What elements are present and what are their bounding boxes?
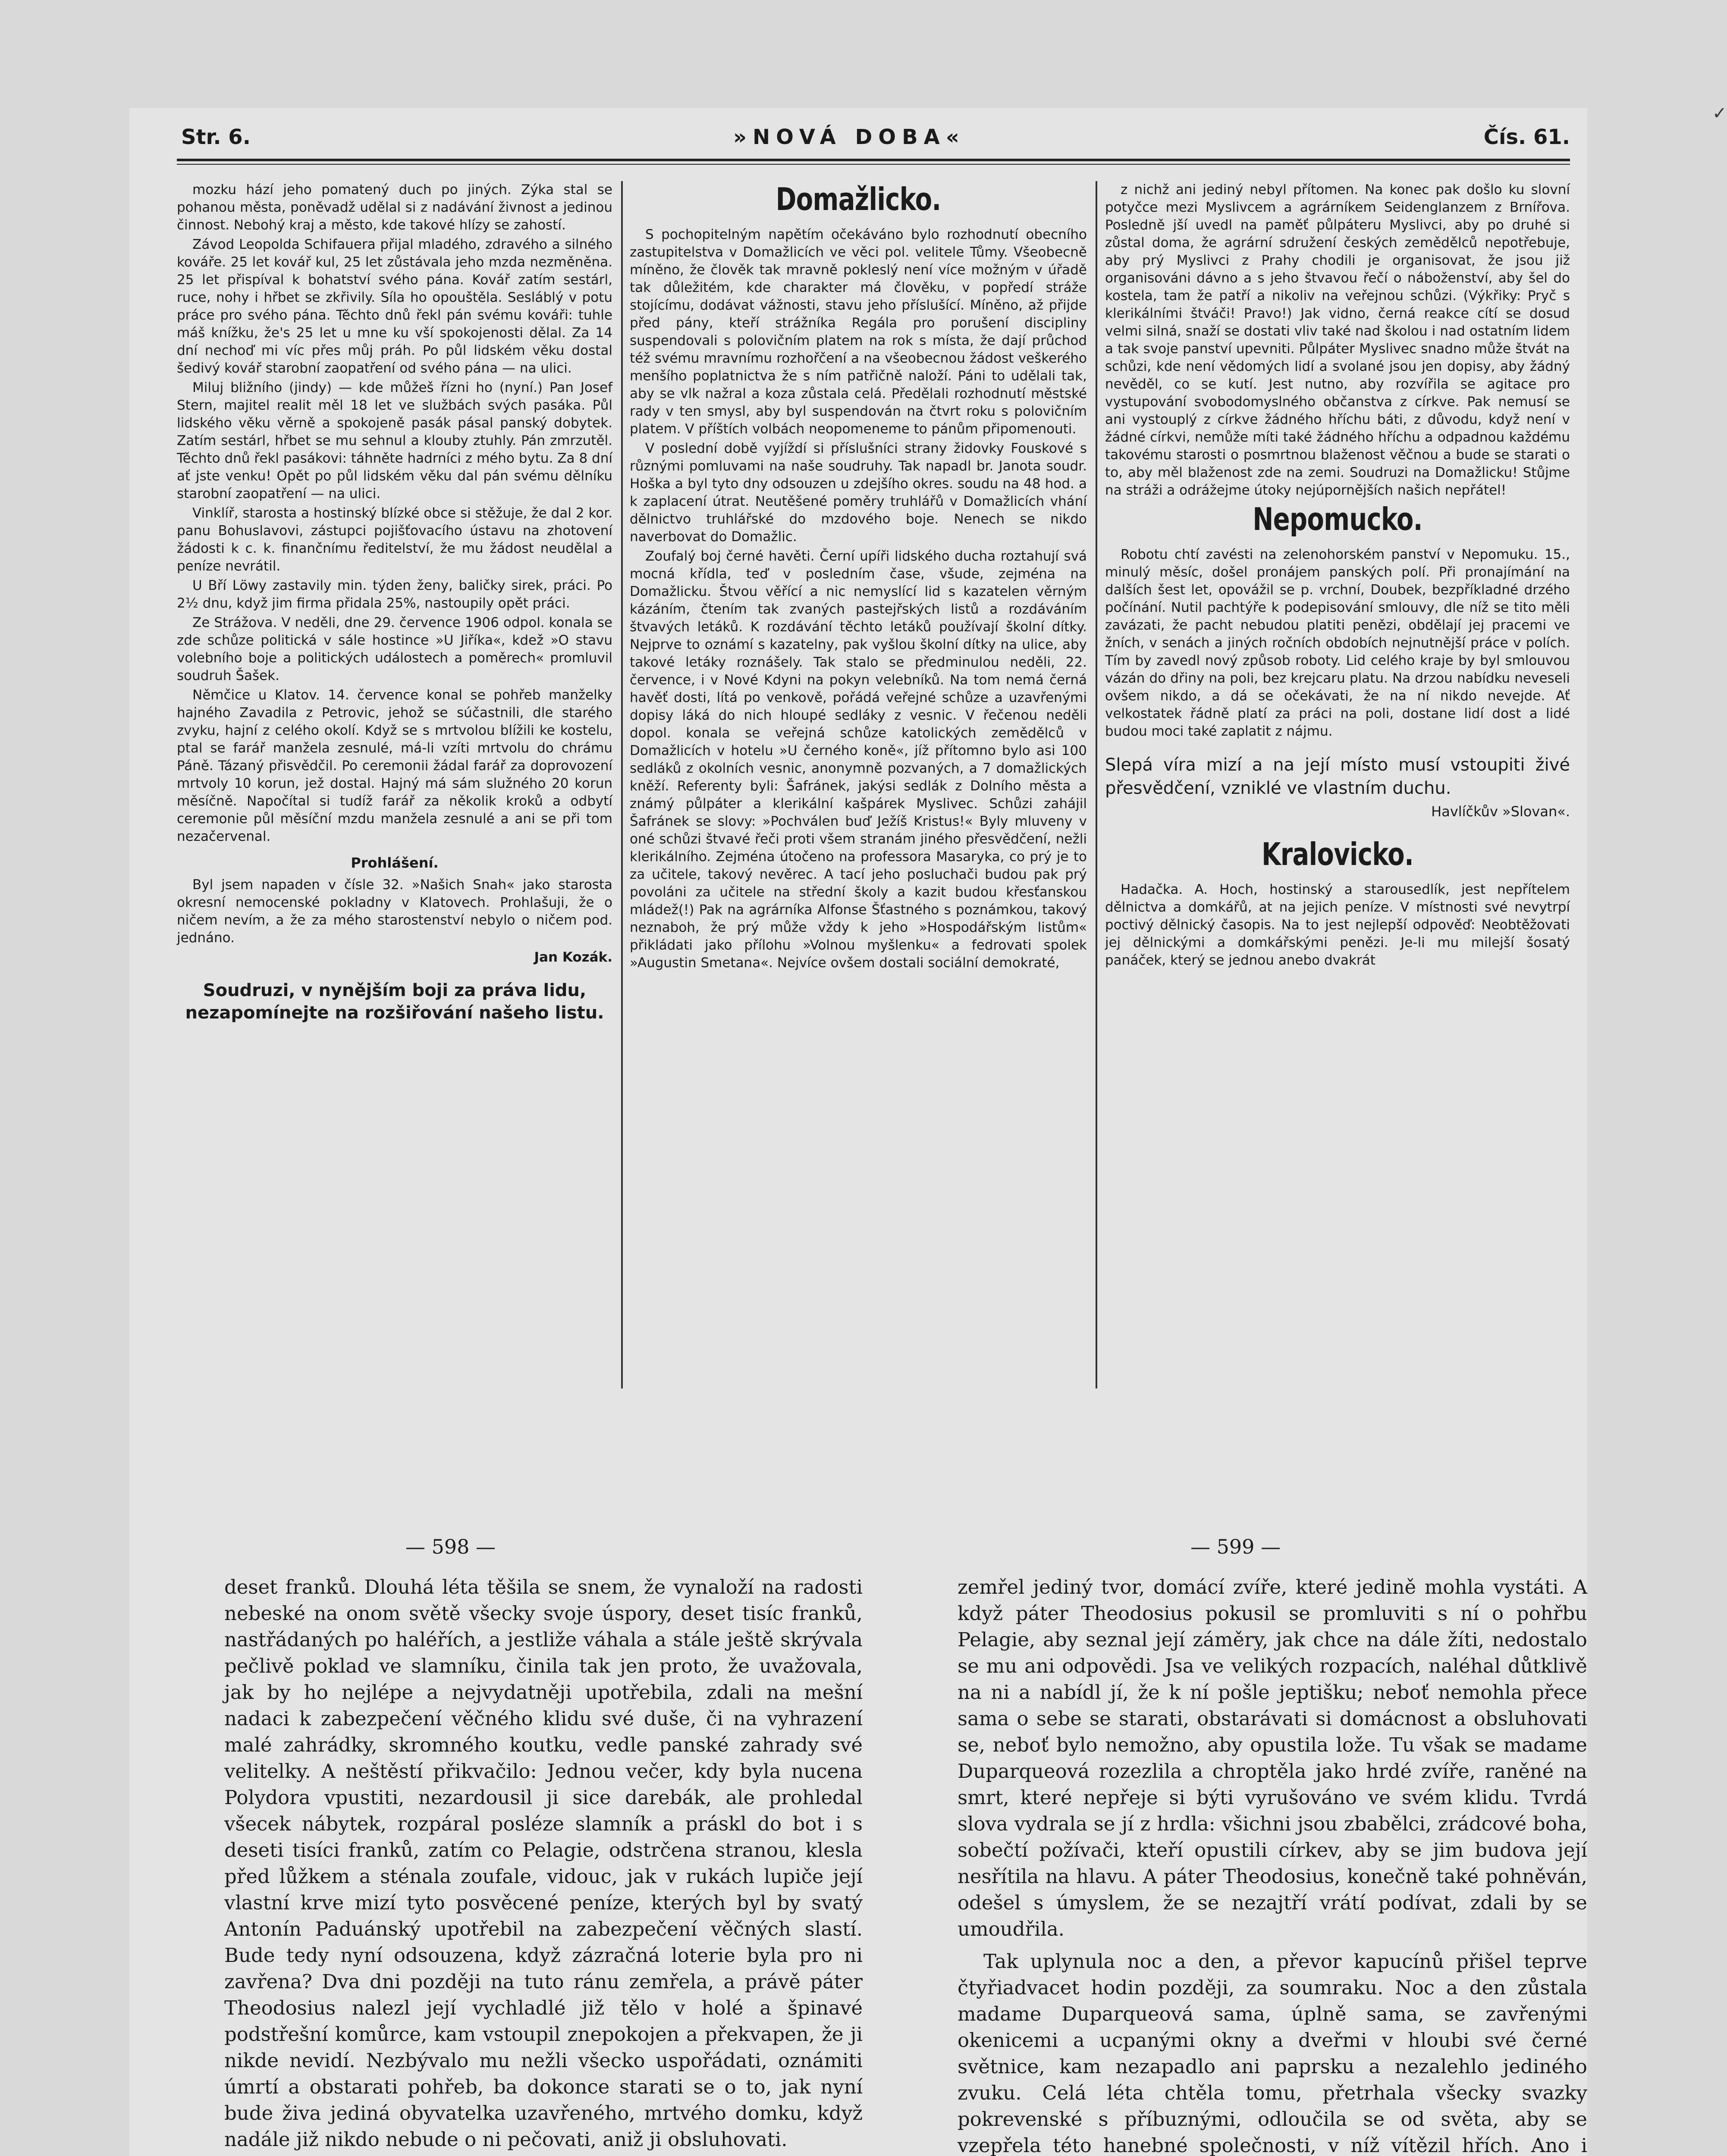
quote-text: Slepá víra mizí a na její místo musí vstoupiti živé přesvědčení, vzniklé ve vlastním duchu. — [1105, 755, 1570, 798]
book-paragraph: zemřel jediný tvor, domácí zvíře, které jedině mohla vystáti. A když páter Theodosius pokusil se promluviti s ní o pohřbu Pelagie, aby seznal její záměry, jak chce na dále žíti, nedostalo se mu ani odpovědi. Jsa ve velikých rozpacích, naléhal důtklivě na ni a nabídl jí, že k ní pošle jeptišku; neboť nemohla přece sama o sebe se starati, obstarávati si domácnost a obsluhovati se, neboť bylo nemožno, aby opustila lože. Tu však se madame Duparqueová rozezlila a chroptěla jako hrdé zvíře, raněné na smrt, které nepřeje si býti vyrušováno ve svém klidu. Tvrdá slova vydrala se jí z hrdla: všichni jsou zbabělci, zrádcové boha, sobečtí požívači, kteří opustili církev, aby se jim budova její nesřítila na hlavu. A páter Theodosius, konečně také pohněván, odešel s úmyslem, že se nezajtří vrátí podívat, zdali by se umoudřila. — [958, 1576, 1587, 1940]
book-page-right — [958, 1574, 1587, 2156]
section-title-nepomucko: Nepomucko. — [1253, 501, 1422, 537]
paragraph: Němčice u Klatov. 14. července konal se pohřeb manželky hajného Zavadila z Petrovic, jehož se súčastnili, dle starého zvyku, hajní z celého okolí. Když se s mrtvolou blížili ke kostelu, ptal se farář manžela zesnulé, má-li vzíti mrtvolu do chrámu Páně. Tázaný přisvědčil. Po ceremonii žádal farář za doprovození mrtvoly 10 korun, jež dostal. Hajný má sám služného 20 korun měsíčně. Napočítal si tudíž farář za několik kroků a odbytí ceremonie půl měsíční mzdu manžela zesnulé a ani se při tom nezačervenal. — [177, 687, 612, 844]
book-paragraph: deset franků. Dlouhá léta těšila se snem, že vynaloží na radosti nebeské na onom světě všecky svoje úspory, deset tisíc franků, nastřádaných po haléřích, a jestliže váhala a stále ještě skrývala pečlivě poklad ve slamníku, činila tak jen proto, že uvažovala, jak by ho nejlépe a nejvydatněji upotřebila, zdali na mešní nadaci k zabezpečení věčného klidu své duše, či na vyhrazení malé zahrádky, skromného koutku, vedle panské zahrady své velitelky. A neštěstí přikvačilo: Jednou večer, kdy byla nucena Polydora vpustiti, nezardousil ji sice darebák, ale prohledal všecek nábytek, rozpáral posléze slamník a práskl do bot i s deseti tisíci franků, zatím co Pelagie, odstrčena stranou, klesla před lůžkem a sténala zoufale, vidouc, jak v rukách lupiče její vlastní krve mizí tyto posvěcené peníze, kterých byl by svatý Antonín Paduánský upotřebil na zabezpečení věčných slastí. Bude tedy nyní odsouzena, když zázračná loterie byla pro ni zavřena? Dva dni později na tuto ránu zemřela, a právě páter Theodosius nalezl její vychladlé již tělo v holé a špinavé podstřešní komůrce, kam vstoupil znepokojen a překvapen, že ji nikde nevidí. Nezbývalo mu nežli všecko uspořádati, oznámiti úmrtí a obstarati pohřeb, ba dokonce starati se o to, jak nyní bude živa jediná obyvatelka uzavřeného, mrtvého domku, když nadále již nikdo nebude o ni pečovati, aniž ji obsluhovati. — [224, 1576, 863, 2151]
book-page-number-right: — 599 — — [1190, 1535, 1281, 1558]
section-title-domazlicko: Domažlicko. — [776, 181, 941, 217]
masthead: »NOVÁ DOBA« — [733, 125, 965, 149]
header-rule-thick — [177, 159, 1570, 161]
paragraph: mozku hází jeho pomatený duch po jiných. Zýka stal se pohanou města, poněvadž udělal si z nadávání živnost a jedinou činnost. Nebohý kraj a město, kde takové hlízy se zahostí. — [177, 182, 612, 233]
section-heading: Prohlášení. — [351, 855, 439, 871]
quote-block — [1105, 753, 1570, 823]
book-paragraph: Tak uplynula noc a den, a převor kapucínů přišel teprve čtyřiadvacet hodin později, za soumraku. Noc a den zůstala madame Duparqueová sama, úplně sama, se zavřenými okenicemi a ucpanými okny a dveřmi v hloubi své černé světnice, kam nezapadlo ani paprsku a nezalehlo jediného zvuku. Celá léta chtěla tomu, přetrhala všecky svazky pokrevenské s příbuznými, odloučila se od světa, aby se vzepřela této hanebné společnosti, v níž vítězil hřích. Ano i — [958, 1950, 1587, 2156]
page-number: Str. 6. — [181, 125, 251, 149]
column-1 — [177, 181, 612, 1380]
column-divider — [1096, 181, 1097, 1388]
page-header — [181, 121, 1570, 160]
section-title-kralovicko: Kralovicko. — [1261, 836, 1414, 872]
header-rule-thin — [177, 164, 1570, 165]
paragraph: Robotu chtí zavésti na zelenohorském panství v Nepomuku. 15., minulý měsíc, došel pronájem panských polí. Při pronajímání na dalších šest let, opovážil se p. vrchní, Doubek, bezpříkladné drzého počínání. Nutil pachtýře k podepisování smlouvy, dle níž se tito měli zavázati, že pacht nebudou platiti penězi, obdělají jej pracemi ve žních, v senách a jiných ročních obdobích nejnutnější práce v polích. Tím by zavedl nový způsob roboty. Lid celého kraje by byl smlouvou vázán do dřiny na poli, bez krejcaru platu. Na drzou nabídku neveseli ovšem nikdo, a dá se očekávati, že na ní nikdo nevejde. Ať velkostatek řádně platí za práci na poli, dostane lidí dost a lidé budou moci také zaplatit z nájmu. — [1105, 547, 1570, 739]
paragraph: Vinklíř, starosta a hostinský blízké obce si stěžuje, že dal 2 kor. panu Bohuslavovi, zástupci pojišťovacího ústavu na zhotovení žádosti k c. k. finančnímu ředitelství, že mu žádost neudělal a peníze nevrátil. — [177, 505, 612, 574]
paragraph: Miluj bližního (jindy) — kde můžeš řízni ho (nyní.) Pan Josef Stern, majitel realit měl 18 let ve službách svých pasáka. Půl lidského věku věrně a spokojeně pasák pásal panský dobytek. Zatím sestárl, hřbet se mu sehnul a klouby ztuhly. Pán zmrzutěl. Těchto dnů řekl pasákovi: táhněte hadrníci z mého bytu. Za 8 dní ať jste venku! Opět po půl lidském věku dal pán svému dělníku starobní zaopatření — na ulici. — [177, 380, 612, 501]
callout-notice: Soudruzi, v nynějším boji za práva lidu, nezapomínejte na rozšiřování našeho listu. — [185, 981, 604, 1023]
paragraph: S pochopitelným napětím očekáváno bylo rozhodnutí obecního zastupitelstva v Domažlicích ve věci pol. velitele Tůmy. Všeobecně míněno, že člověk tak mravně pokleslý není více možným v úřadě tak důležitém, kde charakter má člověku, v popředí stráže stojícímu, dodávat vážnosti, stavu jeho příslušící. Míněno, až přijde před pány, kteří strážníka Regála pro porušení discipliny suspendovali s polovičním platem na rok s místa, že dají průchod též svému mravnímu rozhořčení a na všeobecnou žádost veškerého menšího poplatnictva že s ním patřičně naloží. Páni to udělali tak, aby se vlk nažral a koza zůstala celá. Předělali rozhodnutí městské rady v ten smysl, aby byl suspendován na čtvrt roku s polovičním platem. V příštích volbách neopomeneme to pánům připomenouti. — [630, 227, 1087, 437]
signature: Jan Kozák. — [534, 950, 612, 965]
paragraph: Ze Strážova. V neděli, dne 29. července 1906 odpol. konala se zde schůze politická v sále hostince »U Jiříka«, kdež »O stavu volebního boje a politických událostech a poměrech« promluvil soudruh Šašek. — [177, 615, 612, 683]
paragraph: z nichž ani jediný nebyl přítomen. Na konec pak došlo ku slovní potyčce mezi Myslivcem a agrárníkem Seidenglanzem z Brnířova. Posledně jší uvedl na paměť půlpáteru Myslivci, aby po druhé si zůstal doma, že agrární sdružení českých zemědělců nepotřebuje, aby prý Myslivci z Prahy chodili je organisovat, že jsou již organisováni dávno a s jeho štvavou řečí o náboženství, aby šel do kostela, tam že patří a nikoliv na veřejnou schůzi. (Výkřiky: Pryč s klerikálními štváči! Pravo!) Jak vidno, černá reakce cítí se dosud velmi silná, snaží se dostati vliv také nad školou i nad ostatním lidem a tak svoje panství upevniti. Půlpáter Myslivec snadno může štvát na schůzi, kde není vědomých lidí a svolané jsou jen dopisy, aby žádný nevěděl, co se kutí. Jest nutno, aby rozvířila se agitace pro vystupování svobodomyslného občanstva z církve. Pak nemusí se ani vystouplý z církve žádného hříchu báti, z důvodu, když není v žádné církvi, nemůže míti také žádného hříchu a odpadnou každému takovému starosti o posmrtnou blaženost věčnou a bude se starati o to, aby měl blaženost zde na zemi. Soudruzi na Domažlicku! Stůjme na stráži a odrážejme útoky nejúpornějších našich nepřátel! — [1105, 182, 1570, 498]
newspaper-page — [129, 108, 1587, 2156]
column-divider — [621, 181, 623, 1388]
paragraph: U Bří Löwy zastavily min. týden ženy, baličky sirek, práci. Po 2½ dnu, když jim firma přidala 25%, nastoupily opět práci. — [177, 578, 612, 611]
issue-number: Čís. 61. — [1483, 125, 1570, 149]
quote-source: Havlíčkův »Slovan«. — [1431, 803, 1570, 820]
column-3 — [1105, 181, 1570, 1380]
book-page-number-left: — 598 — — [405, 1535, 496, 1558]
paragraph: Byl jsem napaden v čísle 32. »Našich Snah« jako starosta okresní nemocenské pokladny v Klatovech. Prohlašuji, že o ničem nevím, a že za mého starostenství nebylo o ničem pod. jednáno. — [177, 877, 612, 946]
paragraph: Hadačka. A. Hoch, hostinský a starousedlík, jest nepřítelem dělnictva a domkářů, at na jejich peníze. V místnosti své nevytrpí poctivý dělnický časopis. Na to jest nejlepší odpověď: Neobtěžovati jej dělnickými a domkářskými penězi. Je-li mu milejší šosatý panáček, který se jednou anebo dvakrát — [1105, 882, 1570, 968]
book-page-left — [224, 1574, 863, 2156]
paragraph: V poslední době vyjíždí si příslušníci strany židovky Fouskové s různými pomluvami na naše soudruhy. Tak napadl br. Janota soudr. Hoška a byl tyto dny odsouzen u zdejšího okres. soudu na 48 hod. a k zaplacení útrat. Neutěšené poměry truhlářů v Domažlicích vhání dělnictvo truhlářské do mzdového boje. Nenech se nikdo naverbovat do Domažlic. — [630, 441, 1087, 545]
column-2 — [630, 181, 1087, 1380]
paragraph: Zoufalý boj černé havěti. Černí upíři lidského ducha roztahují svá mocná křídla, teď v posledním čase, všude, zejména na Domažlicku. Štvou věřící a nic nemyslící lid s kazatelen věrným kázáním, čtením tak zvaných pastejřských listů a rozdáváním štvavých letáků. K rozdávání těchto letáků používají školní dítky. Nejprve to oznámí s kazatelny, pak vyšlou školní dítky na ulice, aby takové letáky roznášely. Tak stalo se předminulou neděli, 22. července, i v Nové Kdyni na pokyn velebníků. Na tom nemá černá havěť dosti, lítá po venkově, pořádá veřejné schůze a uzavřenými dopisy láká do nich hloupé sedláky z vesnic. V řečenou neděli dopol. konala se veřejná schůze katolických zemědělců v Domažlicích v hotelu »U černého koně«, jíž přítomno bylo asi 100 sedláků z okolních vesnic, anonymně pozvaných, a 7 domažlických kněží. Referenty byli: Šafránek, jakýsi sedlák z Dolního města a známý půlpáter a klerikální kašpárek Myslivec. Schůzi zahájil Šafránek se slovy: »Pochválen buď Ježíš Kristus!« Byly mluveny v oné schůzi štvavé řeči proti všem stranám jiného přesvědčení, nežli klerikálního. Zejména útočeno na professora Masaryka, co prý je to za učitele, takový nevěrec. A tací jeho posluchači budou pak prý povoláni za učitele na střední školy a kazit budou křesťanskou mládež(!) Pak na agrárníka Alfonse Šťastného s poznámkou, takový neznaboh, že prý může vždy k jeho »Hospodářským listům« přikládati jako přílohu »Volnou myšlenku« a fedrovati spolek »Augustin Smetana«. Nejvíce ovšem dostali sociální demokraté, — [630, 548, 1087, 971]
page-edge-mark: ✓ — [1712, 103, 1727, 123]
paragraph: Závod Leopolda Schifauera přijal mladého, zdravého a silného kováře. 25 let kovář kul, 25 let zůstávala jeho mzda nezměněna. 25 let přispíval k bohatství svého pána. Kovář zatím sestárl, ruce, nohy i hřbet se zkřivily. Síla ho opouštěla. Sesláblý v potu práce pro svého pána. Těchto dnů řekl pán svému kováři: tuhle máš knížku, že's 25 let u mne ku vší spokojenosti dělal. Za 14 dní nechoď mi víc přes můj práh. Po půl lidském věku dostal šedivý kovář starobní zaopatření od svého pána — na ulici. — [177, 237, 612, 376]
